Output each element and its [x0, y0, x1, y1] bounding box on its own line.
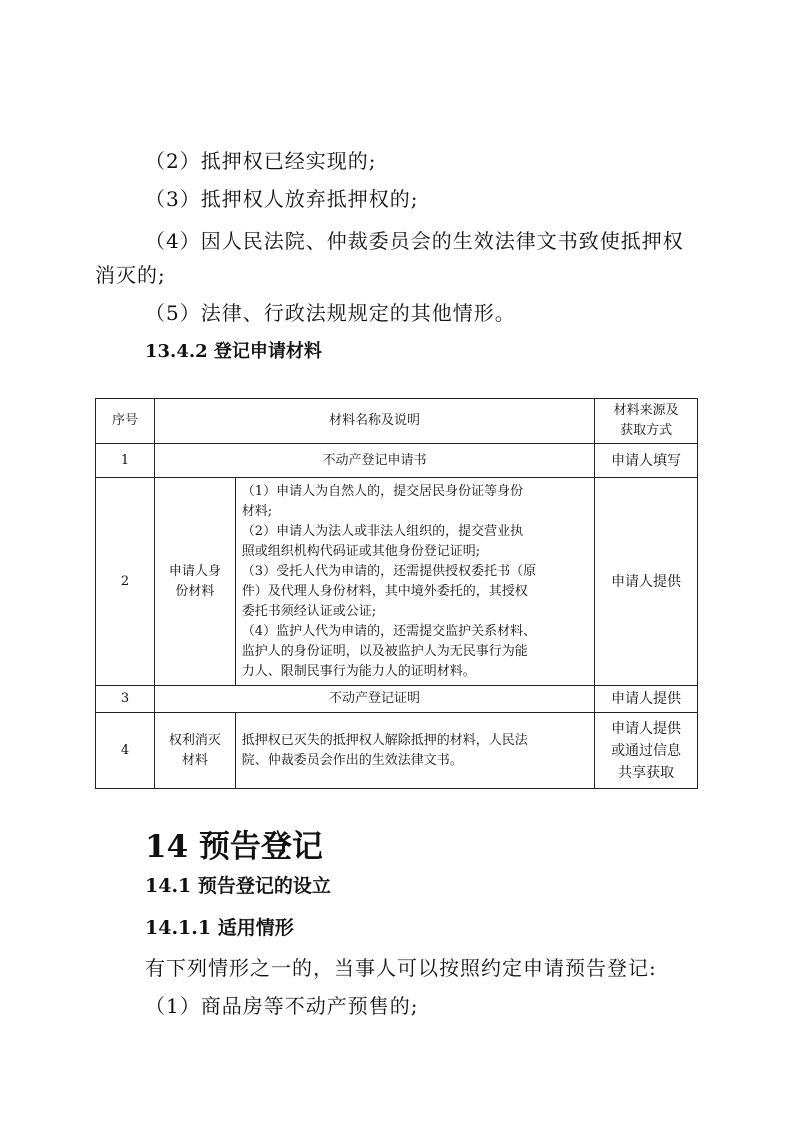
row3-name: 不动产登记证明 — [154, 686, 594, 713]
paragraph-item-4: （4）因人民法院、仲裁委员会的生效法律文书致使抵押权 — [145, 229, 684, 253]
row4-source — [595, 713, 698, 789]
table-row — [96, 478, 698, 686]
row4-index: 4 — [96, 713, 155, 789]
row4-source-line1: 申请人提供 — [611, 720, 682, 737]
paragraph-item-4-continued: 消灭的; — [95, 263, 166, 287]
header-source-line2: 获取方式 — [620, 423, 673, 438]
row4-source-line2: 或通过信息 — [611, 742, 682, 759]
row4-name — [154, 713, 235, 789]
paragraph-item-1: （1）商品房等不动产预售的; — [145, 994, 419, 1018]
row4-desc-line2: 院、仲裁委员会作出的生效法律文书。 — [241, 752, 463, 768]
row4-name-line1: 权利消灭 — [168, 732, 221, 748]
row2-desc-line: 材料; — [241, 503, 273, 519]
section-heading-14-1-1: 14.1.1 适用情形 — [145, 917, 294, 939]
row3-source: 申请人提供 — [595, 686, 698, 713]
row2-desc-line: （3）受托人代为申请的，还需提供授权委托书（原 — [241, 563, 537, 579]
paragraph-intro: 有下列情形之一的，当事人可以按照约定申请预告登记: — [145, 956, 657, 980]
section-heading-14-1: 14.1 预告登记的设立 — [145, 875, 331, 897]
row2-index: 2 — [96, 478, 155, 686]
row2-desc-line: （1）申请人为自然人的，提交居民身份证等身份 — [241, 483, 524, 499]
table-row — [96, 713, 698, 789]
row4-name-line2: 材料 — [181, 752, 208, 768]
row2-name — [154, 478, 235, 686]
header-source — [595, 399, 698, 444]
paragraph-item-2: （2）抵押权已经实现的; — [145, 149, 377, 173]
header-material-name: 材料名称及说明 — [154, 399, 594, 444]
row3-index: 3 — [96, 686, 155, 713]
row1-source: 申请人填写 — [595, 444, 698, 478]
row4-description — [235, 713, 594, 789]
row2-name-line2: 份材料 — [175, 583, 215, 599]
row2-desc-line: 监护人的身份证明，以及被监护人为无民事行为能 — [241, 643, 528, 659]
paragraph-item-3: （3）抵押权人放弃抵押权的; — [145, 187, 419, 211]
row2-desc-line: 力人、限制民事行为能力人的证明材料。 — [241, 663, 476, 679]
row1-name: 不动产登记申请书 — [154, 444, 594, 478]
row2-name-line1: 申请人身 — [168, 563, 221, 579]
paragraph-item-5: （5）法律、行政法规规定的其他情形。 — [145, 301, 516, 325]
header-source-line1: 材料来源及 — [613, 403, 679, 418]
table-header-row — [96, 399, 698, 444]
row2-desc-line: 照或组织机构代码证或其他身份登记证明; — [241, 543, 481, 559]
materials-table — [95, 398, 698, 789]
row2-desc-line: （2）申请人为法人或非法人组织的，提交营业执 — [241, 523, 524, 539]
row2-desc-line: （4）监护人代为申请的，还需提交监护关系材料、 — [241, 623, 537, 639]
section-heading-13-4-2: 13.4.2 登记申请材料 — [145, 341, 322, 362]
table-row — [96, 686, 698, 713]
header-index: 序号 — [96, 399, 155, 444]
row1-index: 1 — [96, 444, 155, 478]
chapter-heading-14: 14 预告登记 — [145, 829, 323, 865]
row4-source-line3: 共享获取 — [618, 764, 675, 781]
row4-desc-line1: 抵押权已灭失的抵押权人解除抵押的材料，人民法 — [241, 732, 528, 748]
row2-desc-line: 委托书须经认证或公证; — [241, 603, 377, 619]
row2-source: 申请人提供 — [595, 478, 698, 686]
row2-description — [235, 478, 594, 686]
table-row — [96, 444, 698, 478]
row2-desc-line: 件）及代理人身份材料，其中境外委托的，其授权 — [241, 583, 528, 599]
